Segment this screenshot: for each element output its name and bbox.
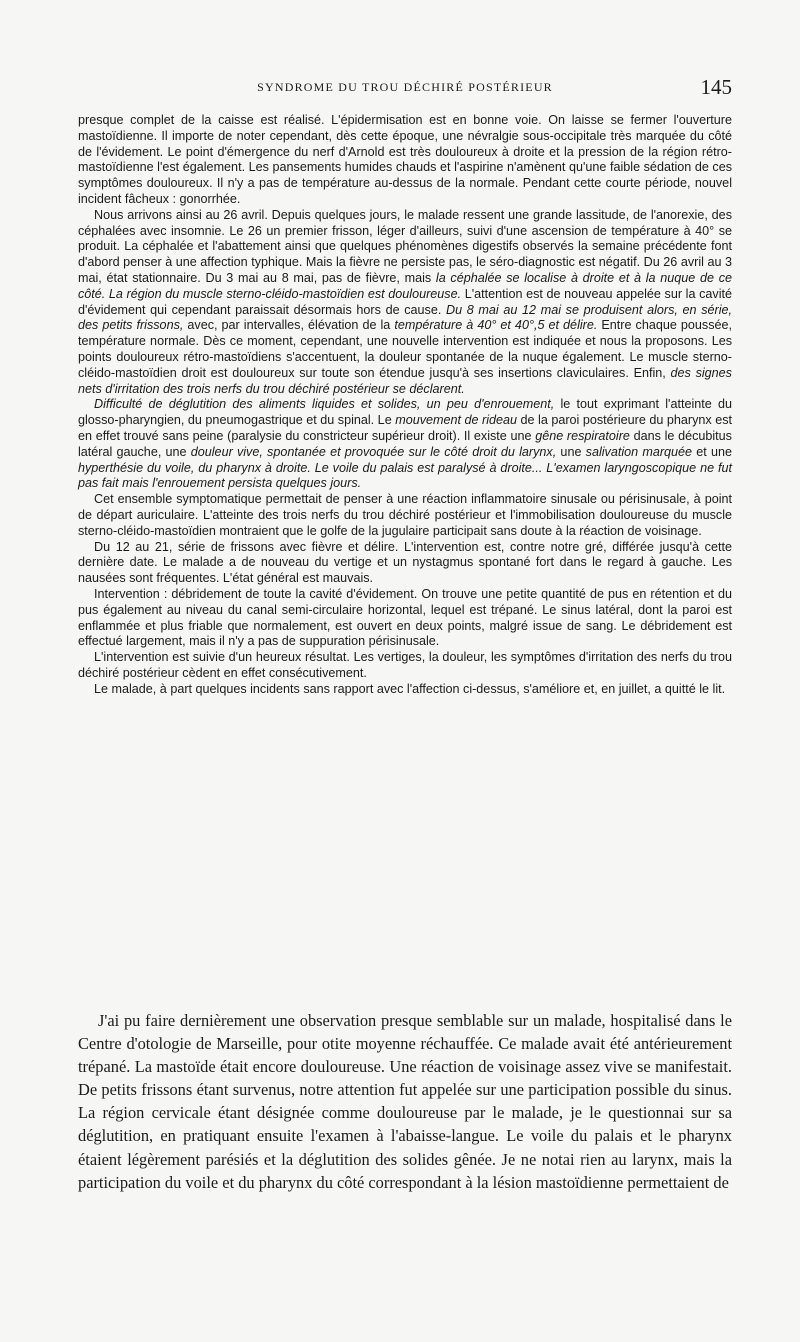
italic-text: salivation marquée <box>585 444 693 459</box>
paragraph <box>78 587 732 650</box>
italic-text: hyperthésie du voile, du pharynx à droite. Le voile du palais est paralysé à droite... L'examen laryngoscopique ne fut pas fait mais l'enrouement persista quelques jours. <box>78 460 732 491</box>
italic-text: douleur vive, spontanée et provoquée sur le côté droit du larynx, <box>190 444 557 459</box>
italic-text: mouvement de rideau <box>395 413 518 428</box>
italic-text: la céphalée se localise à droite et à la nuque de ce côté. La région du muscle sterno-cléido-mastoïdien est douloureuse. <box>78 270 732 301</box>
main-text <box>78 1009 732 1194</box>
paragraph-text: une <box>556 444 586 459</box>
observation-small-print <box>78 113 732 697</box>
italic-text: Difficulté de déglutition des aliments liquides et solides, un peu d'enrouement, <box>94 397 555 412</box>
paragraph-text: de la paroi postérieure du pharynx est en effet trouvé sans peine (paralysie du constricteur supérieur droit). Il existe une <box>78 413 732 443</box>
paragraph-text: L'attention est de nouveau appelée sur la cavité d'évidement qui cependant paraissait désormais hors de cause. <box>78 286 732 317</box>
page-number: 145 <box>700 75 732 99</box>
paragraph <box>78 113 732 208</box>
paragraph <box>78 208 732 398</box>
running-head: SYNDROME DU TROU DÉCHIRÉ POSTÉRIEUR <box>257 80 553 94</box>
paragraph-text: Entre chaque poussée, température normale. Dès ce moment, cependant, une nouvelle intervention est indiquée et nous la proposons. Les points douloureux rétro-mastoïdiens s'accentuent, la douleur spontanée de la nuque également. Le muscle sterno-cléido-mastoïdien droit est douloureux sur toute son étendue jusqu'à ses insertions claviculaires. Enfin, <box>78 318 732 380</box>
italic-text: Du 8 mai au 12 mai se produisent alors, en série, des petits frissons, <box>78 302 733 333</box>
italic-text: gêne respiratoire <box>535 428 630 443</box>
paragraph-text: dans le décubitus latéral gauche, une <box>78 428 732 459</box>
paragraph <box>78 492 732 539</box>
paragraph <box>78 397 732 492</box>
paragraph-text: Cet ensemble symptomatique permettait de penser à une réaction inflammatoire sinusale ou périsinusale, à point de départ auriculaire. L'atteinte des trois nerfs du trou déchiré postérieur et l'immobilisation douloureuse du muscle sterno-cléido-mastoïdien montraient que le golfe de la jugulaire participait sans doute à la réaction de voisinage. <box>78 492 732 538</box>
paragraph <box>78 682 732 698</box>
paragraph-text: L'intervention est suivie d'un heureux résultat. Les vertiges, la douleur, les symptômes d'irritation des nerfs du trou déchiré postérieur cèdent en effet consécutivement. <box>78 650 732 680</box>
paragraph <box>78 540 732 587</box>
paragraph-text: Le malade, à part quelques incidents sans rapport avec l'affection ci-dessus, s'améliore et, en juillet, a quitté le lit. <box>94 681 726 696</box>
italic-text: température à 40° et 40°,5 et délire. <box>394 318 598 333</box>
paragraph-text: presque complet de la caisse est réalisé. L'épidermisation est en bonne voie. On laisse se fermer l'ouverture mastoïdienne. Il importe de noter cependant, dès cette époque, une névralgie sous-occipitale très marquée du côté de l'évidement. Le point d'émergence du nerf d'Arnold est très douloureux à droite et la pression de la région rétro-mastoïdienne l'est également. Les pansements humides chauds et l'aspirine n'amènent qu'une faible sédation de ces symptômes douloureux. Il n'y a pas de température au-dessus de la normale. Pendant cette courte période, nouvel incident fâcheux : gonorrhée. <box>78 113 732 206</box>
paragraph-text: Intervention : débridement de toute la cavité d'évidement. On trouve une petite quantité de pus en rétention et du pus également au niveau du canal semi-circulaire horizontal, lequel est trépané. Le sinus latéral, dont la paroi est enflammée et plus friable que normalement, est ouvert en deux points, malgré issue de sang. Le débridement est effectué largement, mais il n'y a pas de suppuration périsinusale. <box>78 586 732 649</box>
paragraph-text: avec, par intervalles, élévation de la <box>183 318 395 333</box>
paragraph-text: le tout exprimant l'atteinte du glosso-pharyngien, du pneumogastrique et du spinal. Le <box>78 397 732 428</box>
paragraph <box>78 650 732 682</box>
paragraph <box>78 1009 732 1194</box>
page-header <box>78 75 732 100</box>
paragraph-text: J'ai pu faire dernièrement une observation presque semblable sur un malade, hospitalisé dans le Centre d'otologie de Marseille, pour otite moyenne réchauffée. Ce malade avait été antérieurement trépané. La mastoïde était encore douloureuse. Une réaction de voisinage assez vive se manifestait. De petits frissons étant survenus, notre attention fut appelée sur une participation possible du sinus. La région cervicale étant désignée comme douloureuse par le malade, je le questionnai sur sa déglutition, en pratiquant ensuite l'examen à l'abaisse-langue. Le voile du palais et le pharynx étaient légèrement parésiés et la déglutition des solides gênée. Je ne notai rien au larynx, mais la participation du voile et du pharynx du côté correspondant à la lésion mastoïdienne permettaient de <box>78 1011 732 1192</box>
paragraph-text: Du 12 au 21, série de frissons avec fièvre et délire. L'intervention est, contre notre gré, différée jusqu'à cette dernière date. Le malade a de nouveau du vertige et un nystagmus spontané fort dans le regard à gauche. Les nausées sont fréquentes. L'état général est mauvais. <box>78 539 732 586</box>
paragraph-text: Nous arrivons ainsi au 26 avril. Depuis quelques jours, le malade ressent une grande lassitude, de l'anorexie, des céphalées avec insomnie. Le 26 un premier frisson, léger d'ailleurs, suivi d'une ascension de température à 40° se produit. La céphalée et l'abattement ainsi que quelques phénomènes digestifs observés la semaine précédente font d'abord penser à une affection typhique. Mais la fièvre ne persiste pas, le séro-diagnostic est négatif. Du 26 avril au 3 mai, état stationnaire. Du 3 mai au 8 mai, pas de fièvre, mais <box>78 207 732 285</box>
italic-text: des signes nets d'irritation des trois nerfs du trou déchiré postérieur se déclarent. <box>78 365 732 396</box>
paragraph-text: et une <box>692 444 732 459</box>
